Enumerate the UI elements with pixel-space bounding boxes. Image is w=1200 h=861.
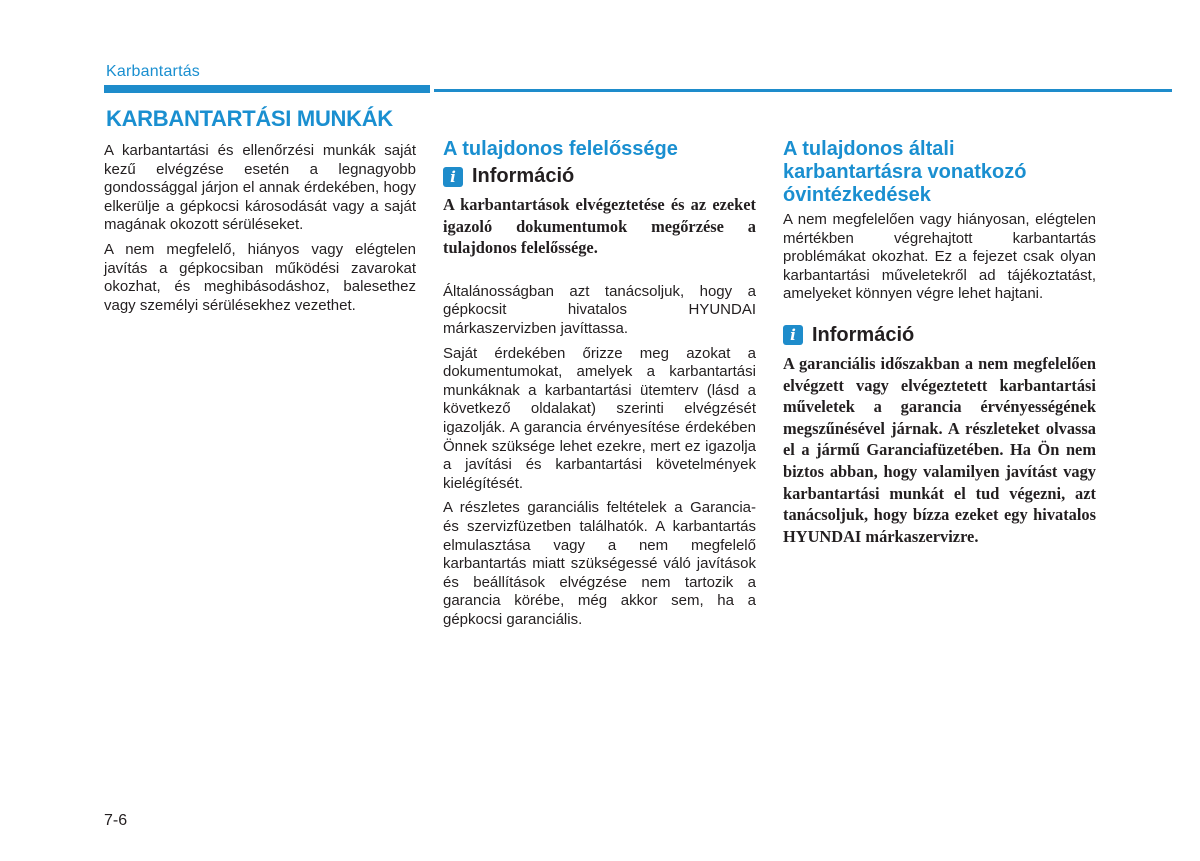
section-title: KARBANTARTÁSI MUNKÁK — [106, 106, 393, 131]
info-header — [783, 324, 1096, 347]
column-1 — [104, 142, 416, 321]
info-text: A karbantartások elvégeztetése és az ezeket igazoló dokumentumok megőrzése a tulajdonos felelőssége. — [443, 195, 756, 258]
info-icon: i — [783, 325, 803, 345]
paragraph: A részletes garanciális feltételek a Garancia- és szervizfüzetben találhatók. A karbantartás elmulasztása vagy a nem megfelelő karbantartás miatt szükségessé váló javítások és beállítások elvégzése nem tartozik a garancia körébe, még akkor sem, ha a gépkocsi garanciális. — [443, 499, 756, 628]
owner-precautions-heading: A tulajdonos általi karbantartásra vonatkozó óvintézkedések — [783, 138, 1027, 206]
page-number: 7-6 — [104, 812, 128, 829]
chapter-label: Karbantartás — [106, 63, 201, 80]
info-header — [443, 165, 756, 188]
paragraph: Saját érdekében őrizze meg azokat a dokumentumokat, amelyek a karbantartási munkáknak a karbantartási ütemterv (lásd a következő oldalakat) szerinti elvégzését igazolják. A garancia érvényesítése érdekében Önnek szüksége lehet ezekre, mert ez igazolja a javítási és karbantartási követelmények kielégítését. — [443, 344, 756, 492]
owner-responsibility-heading: A tulajdonos felelőssége — [443, 138, 678, 160]
paragraph: Általánosságban azt tanácsoljuk, hogy a gépkocsit hivatalos HYUNDAI márkaszervizben javíttassa. — [443, 282, 756, 337]
info-title: Információ — [472, 165, 575, 187]
header-bar-thin — [434, 89, 1172, 92]
column-3 — [783, 138, 1096, 547]
info-text: A garanciális időszakban a nem megfelelően elvégzett vagy elvégeztetett karbantartási műveletek a garancia érvényességének megszűnésével járnak. A részleteket olvassa el a jármű Garanciafüzetében. Ha Ön nem biztos abban, hogy valamilyen javítást vagy karbantartási munkát el tud végezni, azt tanácsoljuk, hogy bízza ezeket egy hivatalos HYUNDAI márkaszervizre. — [783, 353, 1096, 546]
header-bar-thick — [104, 85, 430, 93]
paragraph: A karbantartási és ellenőrzési munkák saját kezű elvégzése esetén a legnagyobb gondossággal járjon el annak érdekében, hogy elkerülje a gépkocsi károsodását vagy a saját magának okozott sérüléseket. — [104, 142, 416, 234]
info-icon: i — [443, 167, 463, 187]
info-title: Információ — [812, 323, 915, 346]
paragraph: A nem megfelelő, hiányos vagy elégtelen javítás a gépkocsiban működési zavarokat okozhat, és meghibásodáshoz, balesethez vagy személyi sérülésekhez vezethet. — [104, 240, 416, 314]
column-2 — [443, 138, 756, 635]
paragraph: A nem megfelelően vagy hiányosan, elégtelen mértékben végrehajtott karbantartás problémákat okozhat. Ez a fejezet csak olyan karbantartási műveletekről ad tájékoztatást, amelyeket könnyen végre lehet hajtani. — [783, 211, 1096, 303]
